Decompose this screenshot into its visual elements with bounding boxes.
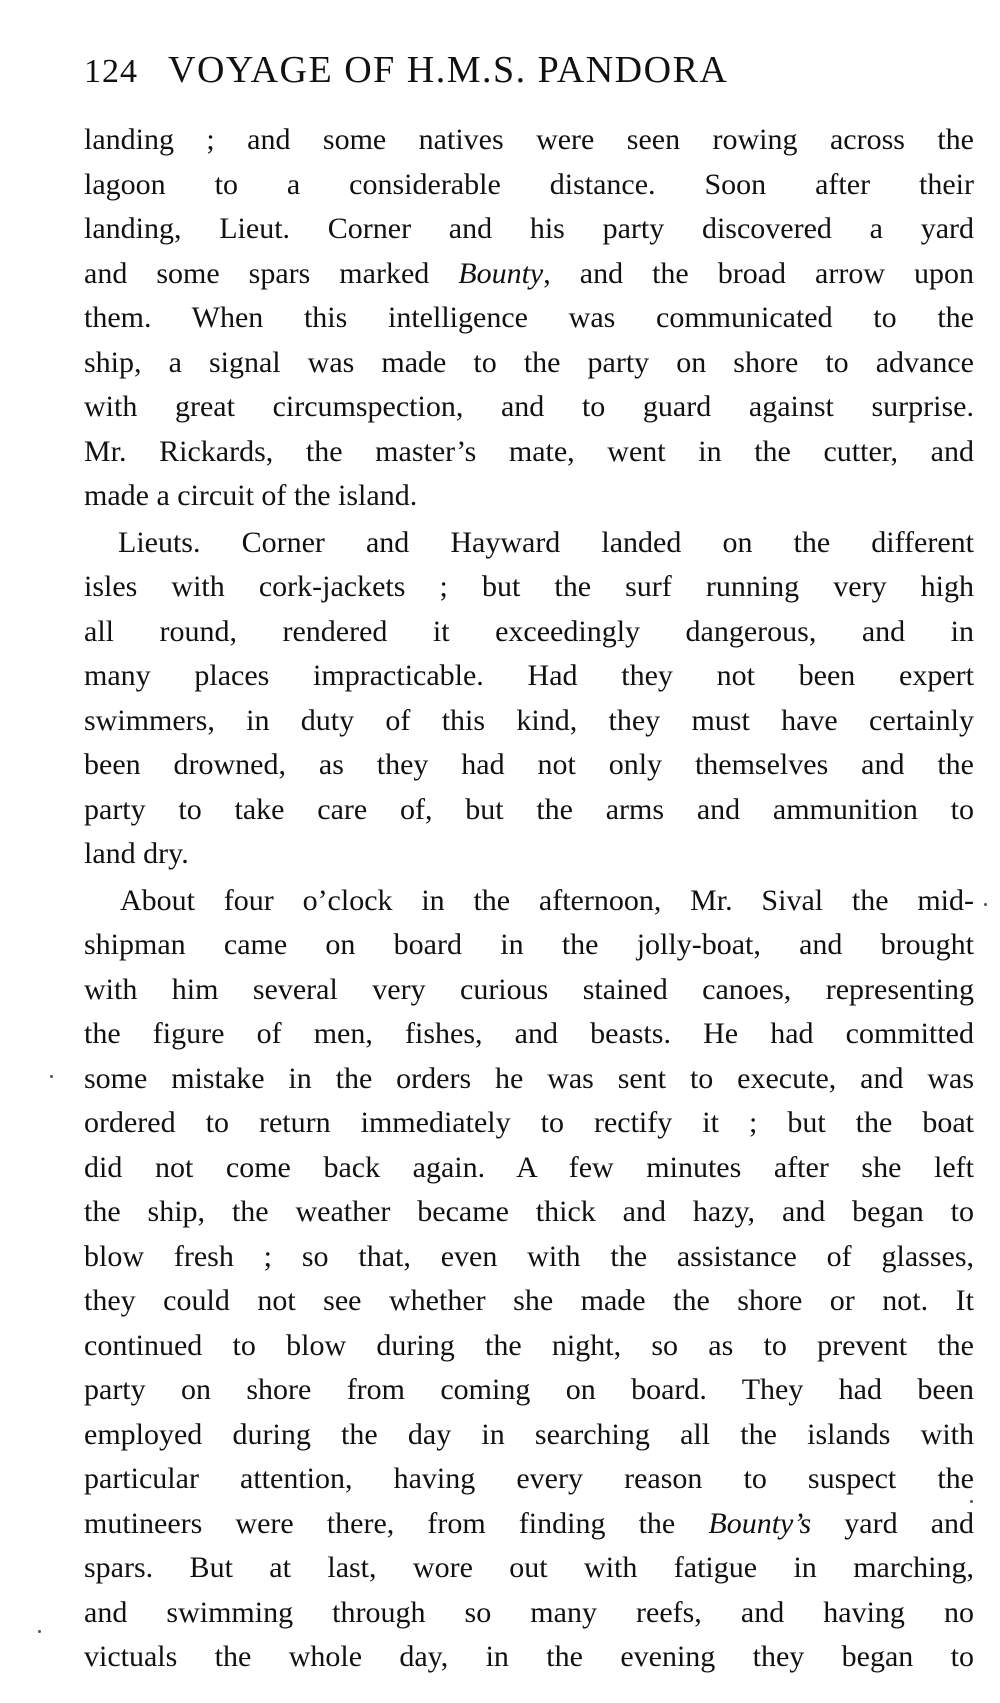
page-number: 124 (84, 53, 138, 90)
text-line: Lieuts. Corner and Hayward landed on the different (118, 525, 974, 559)
paragraph-3 (84, 879, 974, 1680)
running-head (84, 48, 964, 100)
text-line: they could not see whether she made the shore or not. It (84, 1284, 974, 1317)
text-line: lagoon to a considerable distance. Soon after their (84, 167, 974, 201)
text-line: continued to blow during the night, so as to prevent the (84, 1328, 974, 1362)
text-line: victuals the whole day, in the evening they began to (84, 1640, 974, 1673)
text-line: many places impracticable. Had they not been expert (84, 659, 974, 692)
text-line: shipman came on board in the jolly-boat, and brought (84, 928, 974, 961)
scan-speck (50, 1075, 53, 1078)
text-line: ordered to return immediately to rectify it ; but the boat (84, 1106, 974, 1139)
body-text (84, 118, 974, 1680)
text-line: all round, rendered it exceedingly dangerous, and in (84, 614, 974, 648)
text-line: employed during the day in searching all the islands with (84, 1417, 974, 1451)
text-line: Mr. Rickards, the master’s mate, went in the cutter, and (84, 434, 974, 468)
text-line: some mistake in the orders he was sent to execute, and was (84, 1061, 974, 1095)
text-line: party on shore from coming on board. They had been (84, 1373, 974, 1406)
paragraph-1 (84, 118, 974, 519)
text-line: blow fresh ; so that, even with the assistance of glasses, (84, 1239, 974, 1273)
scan-speck (38, 1630, 41, 1633)
text-segment: yard and (811, 1506, 975, 1540)
text-line: landing ; and some natives were seen rowing across the (84, 123, 974, 156)
text-line: the figure of men, fishes, and beasts. He had committed (84, 1017, 974, 1050)
text-line: About four o’clock in the afternoon, Mr. Sival the mid- (120, 883, 974, 917)
text-line (84, 252, 974, 297)
text-line: particular attention, having every reason to suspect the (84, 1462, 974, 1495)
text-segment: and some spars marked (84, 256, 459, 290)
text-line: been drowned, as they had not only themselves and the (84, 748, 974, 781)
running-head-title: VOYAGE OF H.M.S. PANDORA (168, 49, 729, 91)
text-line: swimmers, in duty of this kind, they must have certainly (84, 703, 974, 737)
text-segment: mutineers were there, from finding the (84, 1506, 709, 1540)
text-line: made a circuit of the island. (84, 479, 418, 512)
text-segment: , and the broad arrow upon (543, 256, 974, 290)
text-line: did not come back again. A few minutes after she left (84, 1150, 974, 1184)
text-line: party to take care of, but the arms and ammunition to (84, 792, 974, 826)
text-line: landing, Lieut. Corner and his party discovered a yard (84, 212, 974, 245)
ship-name-italic: Bounty (458, 256, 544, 290)
scan-speck (984, 903, 987, 906)
scan-speck (970, 1500, 973, 1503)
text-line: land dry. (84, 837, 189, 870)
text-line: isles with cork-jackets ; but the surf running very high (84, 570, 974, 603)
text-line: ship, a signal was made to the party on shore to advance (84, 345, 974, 379)
paragraph-2 (84, 521, 974, 877)
text-line: spars. But at last, wore out with fatigue in marching, (84, 1551, 974, 1584)
text-line: and swimming through so many reefs, and having no (84, 1595, 974, 1629)
text-line: the ship, the weather became thick and hazy, and began to (84, 1195, 974, 1228)
text-line: them. When this intelligence was communicated to the (84, 301, 974, 334)
text-line (84, 1502, 974, 1547)
text-line: with great circumspection, and to guard against surprise. (84, 390, 974, 423)
text-line: with him several very curious stained canoes, representing (84, 972, 974, 1006)
ship-name-italic: Bounty’s (708, 1506, 812, 1540)
